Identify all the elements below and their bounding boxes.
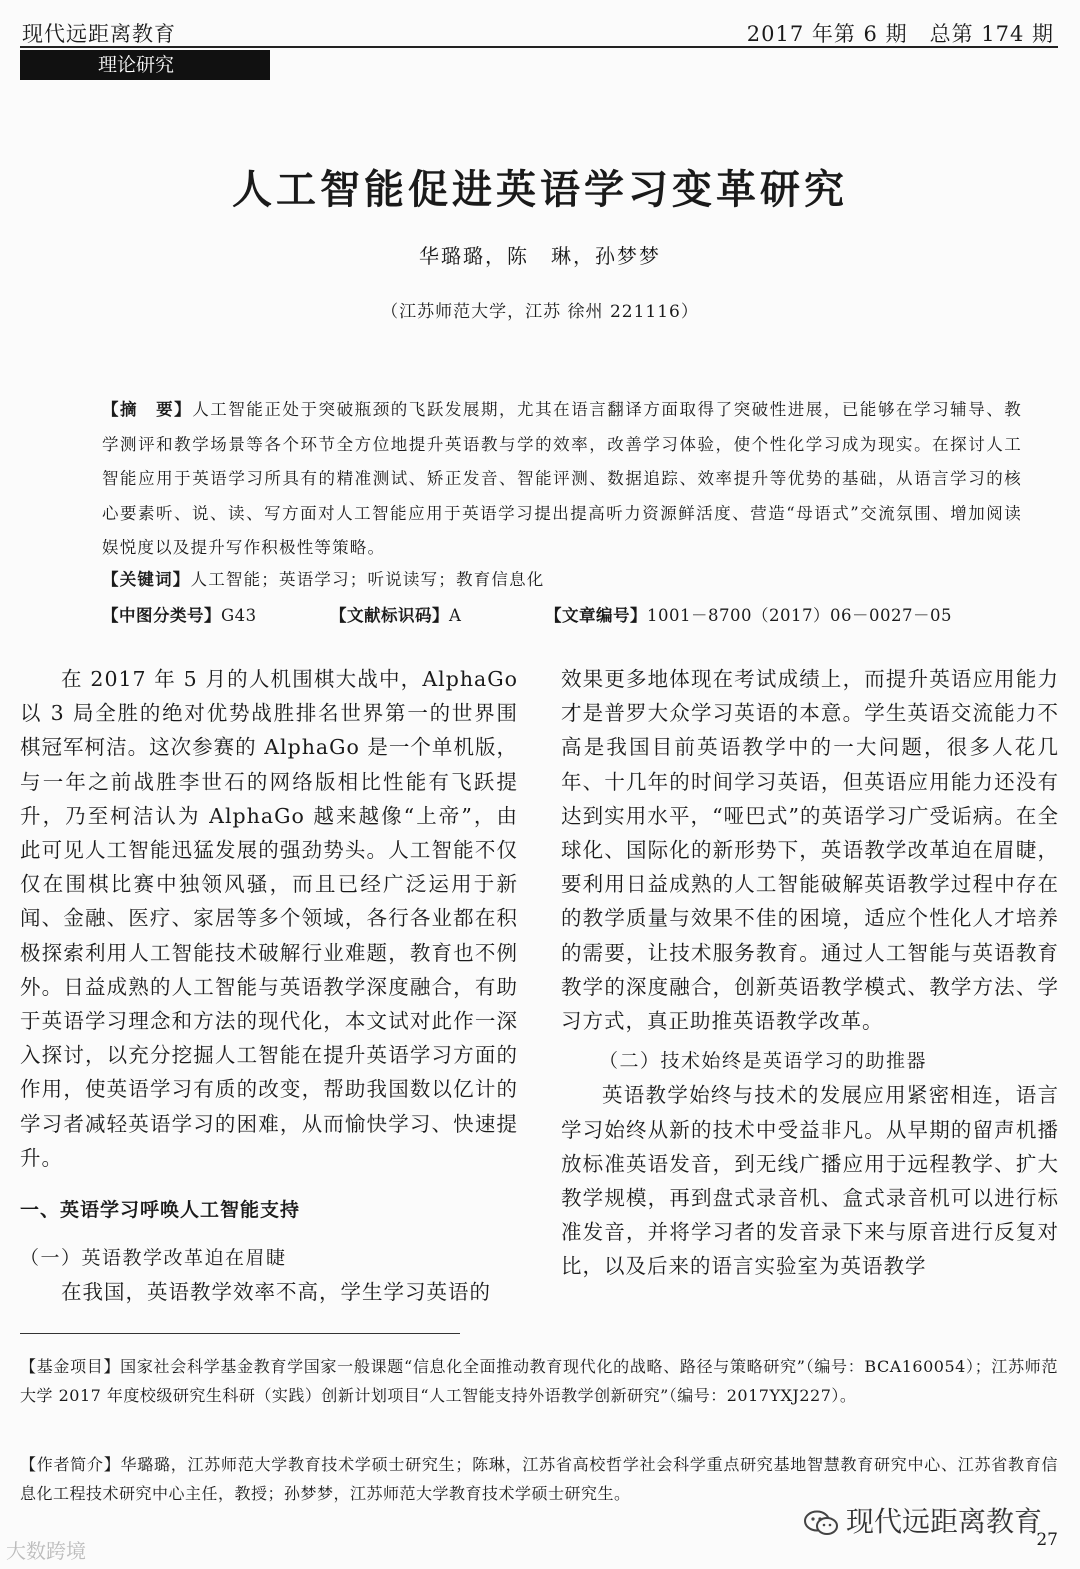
wechat-icon [804, 1510, 838, 1536]
body-paragraph: 英语教学始终与技术的发展应用紧密相连，语言学习始终从新的技术中受益非凡。从早期的留声机播放标准英语发音，到无线广播应用于远程教学、扩大教学规模，再到盘式录音机、盒式录音机可以进行标准发音，并将学习者的发音录下来与原音进行反复对比，以及后来的语言实验室为英语教学 [561, 1083, 1059, 1279]
journal-name: 现代远距离教育 [22, 22, 176, 46]
subsection-heading: （二）技术始终是英语学习的助推器 [599, 1050, 928, 1073]
abstract-text: 人工智能正处于突破瓶颈的飞跃发展期，尤其在语言翻译方面取得了突破性进展，已能够在学习辅导、教学测评和教学场景等各个环节全方位地提升英语教与学的效率，改善学习体验，使个性化学习成为现实。在探讨人工智能应用于英语学习所具有的精准测试、矫正发音、智能评测、数据追踪、效率提升等优势的基础，从语言学习的核心要素听、说、读、写方面对人工智能应用于英语学习提出提高听力资源鲜活度、营造“母语式”交流氛围、增加阅读娱悦度以及提升写作积极性等策略。 [102, 400, 1023, 557]
article-number-value: 1001－8700（2017）06－0027－05 [647, 606, 952, 625]
issue-info: 2017 年第 6 期 总第 174 期 [746, 22, 1054, 46]
body-paragraph: 在 2017 年 5 月的人机围棋大战中，AlphaGo 以 3 局全胜的绝对优势战胜排名世界第一的世界围棋冠军柯洁。这次参赛的 AlphaGo 是一个单机版，与一年之前战胜李世石的网络版相比性能有飞跃提升，乃至柯洁认为 AlphaGo 越来越像“上帝”，由此可见人工智能迅猛发展的强劲势头。人工智能不仅仅在围棋比赛中独领风骚，而且已经广泛运用于新闻、金融、医疗、家居等多个领域，各行各业都在积极探索利用人工智能技术破解行业难题，教育也不例外。日益成熟的人工智能与英语教学深度融合，有助于英语学习理念和方法的现代化，本文试对此作一深入探讨，以充分挖掘人工智能在提升英语学习方面的作用，使英语学习有质的改变，帮助我国数以亿计的学习者减轻英语学习的困难，从而愉快学习、快速提升。 [20, 667, 518, 1170]
article-authors: 华璐璐，陈 琳，孙梦梦 [419, 244, 661, 268]
footnote-rule [20, 1333, 460, 1334]
section-label [20, 50, 270, 80]
author-label: 【作者简介】 [20, 1455, 121, 1474]
body-column-left [20, 662, 518, 1310]
wechat-watermark [804, 1500, 1042, 1540]
doc-code [330, 602, 461, 626]
keywords-text: 人工智能；英语学习；听说读写；教育信息化 [190, 570, 545, 589]
article-number-label: 【文章编号】 [545, 606, 647, 625]
doc-code-value: A [449, 606, 462, 625]
fund-note [20, 1352, 1058, 1410]
body-paragraph: 效果更多地体现在考试成绩上，而提升英语应用能力才是普罗大众学习英语的本意。学生英语交流能力不高是我国目前英语教学中的一大问题，很多人花几年、十几年的时间学习英语，但英语应用能力还没有达到实用水平，“哑巴式”的英语学习广受诟病。在全球化、国际化的新形势下，英语教学改革迫在眉睫，要利用日益成熟的人工智能破解英语教学过程中存在的教学质量与效果不佳的困境，适应个性化人才培养的需要，让技术服务教育。通过人工智能与英语教育教学的深度融合，创新英语教学模式、教学方法、学习方式，真正助推英语教学改革。 [561, 667, 1059, 1034]
article-number [545, 602, 952, 626]
doc-code-label: 【文献标识码】 [330, 606, 449, 625]
article-title: 人工智能促进英语学习变革研究 [232, 167, 848, 213]
abstract [102, 393, 1022, 566]
header-rule [20, 46, 1058, 48]
article-affiliation: （江苏师范大学，江苏 徐州 221116） [381, 302, 699, 322]
clc-label: 【中图分类号】 [102, 606, 221, 625]
page-number: 27 [1036, 1530, 1058, 1550]
watermark-text: 现代远距离教育 [845, 1505, 1042, 1538]
author-text: 华璐璐，江苏师范大学教育技术学硕士研究生；陈琳，江苏省高校哲学社会科学重点研究基地智慧教育研究中心、江苏省教育信息化工程技术研究中心主任，教授；孙梦梦，江苏师范大学教育技术学硕士研究生。 [20, 1455, 1058, 1503]
corner-logo-text: 大数跨境 [6, 1539, 86, 1563]
keywords-label: 【关键词】 [102, 570, 191, 589]
fund-text: 国家社会科学基金教育学国家一般课题“信息化全面推动教育现代化的战略、路径与策略研究”（编号：BCA160054）；江苏师范大学 2017 年度校级研究生科研（实践）创新计划项目“人工智能支持外语教学创新研究”（编号：2017YXJ227）。 [20, 1357, 1058, 1405]
corner-logo [6, 1535, 86, 1564]
fund-label: 【基金项目】 [20, 1357, 121, 1376]
section-label-text: 理论研究 [98, 54, 175, 76]
body-column-right [561, 662, 1059, 1284]
section-heading: 一、英语学习呼唤人工智能支持 [20, 1199, 301, 1222]
clc-value: G43 [221, 606, 257, 625]
body-paragraph: 在我国，英语教学效率不高，学生学习英语的 [61, 1280, 491, 1305]
subsection-heading: （一）英语教学改革迫在眉睫 [20, 1247, 287, 1270]
clc-number [102, 602, 257, 626]
abstract-label: 【摘 要】 [102, 400, 193, 419]
keywords [102, 566, 545, 590]
